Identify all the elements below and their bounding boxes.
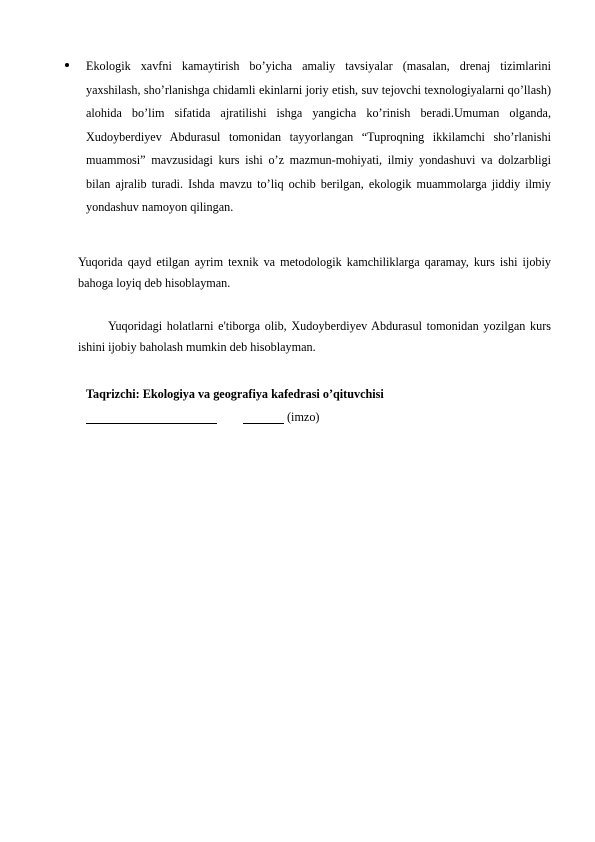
bullet-icon (65, 63, 69, 67)
reviewer-title: Taqrizchi: Ekologiya va geografiya kafedrasi o’qituvchisi (86, 387, 384, 401)
bullet-list-item: Ekologik xavfni kamaytirish bo’yicha amaliy tavsiyalar (masalan, drenaj tizimlarini yaxshilash, sho’rlanishga chidamli ekinlarni joriy etish, suv tejovchi texnologiyalarni qo’llash) alohida bo’lim sifatida ajratilishi ishga yangicha ko’rinish beradi.Umuman olganda, Xudoyberdiyev Abdurasul tomonidan tayyorlangan “Tuproqning ikkilamchi sho’rlanishi muammosi” mavzusidagi kurs ishi o’z mazmun-mohiyati, ilmiy yondashuvi va dolzarbligi bilan ajralib turadi. Ishda mavzu to’liq ochib berilgan, ekologik muammolarga jiddiy ilmiy yondashuv namoyon qilingan. (86, 59, 551, 214)
signature-line (243, 423, 284, 424)
name-signature-line (86, 423, 217, 424)
signature-label: (imzo) (287, 410, 320, 424)
evaluation-paragraph: Yuqoridagi holatlarni e'tiborga olib, Xudoyberdiyev Abdurasul tomonidan yozilgan kurs ishini ijobiy baholash mumkin deb hisoblayman. (78, 319, 551, 354)
conclusion-paragraph: Yuqorida qayd etilgan ayrim texnik va metodologik kamchiliklarga qaramay, kurs ishi ijobiy bahoga loyiq deb hisoblayman. (78, 255, 551, 290)
